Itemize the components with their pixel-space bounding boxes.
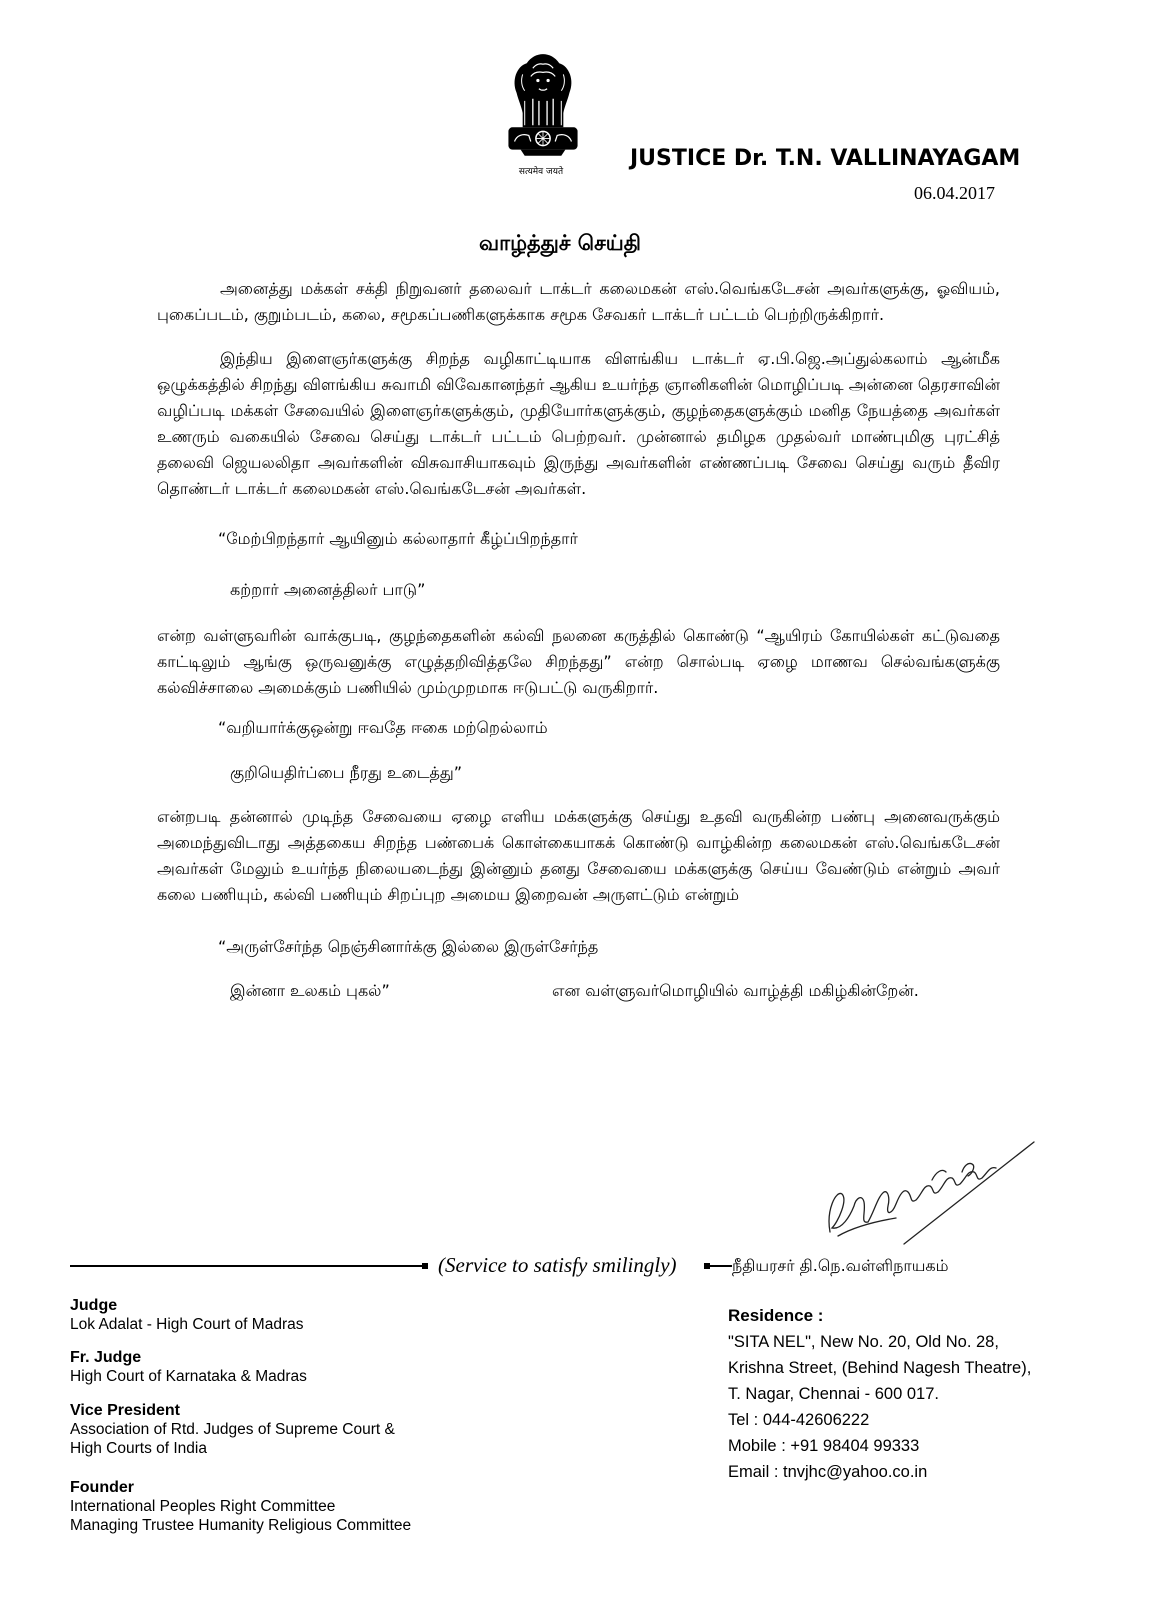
position-detail: High Court of Karnataka & Madras xyxy=(70,1368,307,1385)
position-detail: International Peoples Right Committee xyxy=(70,1498,336,1515)
position-judge xyxy=(70,1296,303,1334)
email: Email : tnvjhc@yahoo.co.in xyxy=(728,1463,928,1481)
emblem-motto: सत्यमेव जयते xyxy=(518,167,564,177)
position-title: Fr. Judge xyxy=(70,1349,142,1366)
address-line: Krishna Street, (Behind Nagesh Theatre), xyxy=(728,1359,1032,1377)
message-heading: வாழ்த்துச் செய்தி xyxy=(479,231,641,255)
letterhead-name: JUSTICE Dr. T.N. VALLINAYAGAM xyxy=(630,146,1021,171)
position-vice-president xyxy=(70,1401,395,1458)
position-detail: Managing Trustee Humanity Religious Committee xyxy=(70,1517,412,1534)
quote-2-line-1: “வறியார்க்குஒன்று ஈவதே ஈகை மற்றெல்லாம் xyxy=(218,718,548,737)
quote-1-line-2: கற்றார் அனைத்திலர் பாடு” xyxy=(230,580,426,599)
position-detail: Lok Adalat - High Court of Madras xyxy=(70,1316,304,1333)
address-line: "SITA NEL", New No. 20, Old No. 28, xyxy=(728,1333,999,1351)
telephone: Tel : 044-42606222 xyxy=(728,1411,870,1429)
position-title: Founder xyxy=(70,1479,134,1496)
closing-line: என வள்ளுவர்மொழியில் வாழ்த்தி மகிழ்கின்றேன். xyxy=(552,981,919,1000)
position-detail: High Courts of India xyxy=(70,1440,207,1457)
residence-block xyxy=(728,1303,1031,1485)
letter-date: 06.04.2017 xyxy=(914,183,995,203)
residence-label: Residence : xyxy=(728,1306,824,1325)
position-detail: Association of Rtd. Judges of Supreme Court & xyxy=(70,1421,395,1438)
tagline: (Service to satisfy smilingly) xyxy=(438,1253,677,1277)
handwritten-signature xyxy=(812,1132,1040,1250)
tagline-rule-left xyxy=(70,1265,425,1267)
quote-3-closing-row xyxy=(157,978,1000,1004)
letter-body xyxy=(157,228,1000,1004)
position-title: Vice President xyxy=(70,1402,180,1419)
position-founder xyxy=(70,1478,411,1535)
signatory-name: நீதியரசர் தி.நெ.வள்ளிநாயகம் xyxy=(732,1256,949,1275)
tagline-rule-right xyxy=(706,1265,732,1267)
position-former-judge xyxy=(70,1348,307,1386)
paragraph-4: என்றபடி தன்னால் முடிந்த சேவையை ஏழை எளிய மக்களுக்கு செய்து உதவி வருகின்ற பண்பு அனைவருக்கும் அமைந்துவிடாது அத்தகைய சிறந்த பண்பைக் கொள்கையாகக் கொண்டு வாழ்கின்ற கலைமகன் எஸ்.வெங்கடேசன் அவர்கள் மேலும் உயர்ந்த நிலையடைந்து இன்னும் தனது சேவையை மக்களுக்கு செய்ய வேண்டும் என்றும் அவர் கலை பணியும், கல்வி பணியும் சிறப்புற அமைய இறைவன் அருளட்டும் என்றும் xyxy=(157,807,1000,904)
quote-3-line-1: “அருள்சேர்ந்த நெஞ்சினார்க்கு இல்லை இருள்சேர்ந்த xyxy=(218,937,599,956)
quote-1-line-1: “மேற்பிறந்தார் ஆயினும் கல்லாதார் கீழ்ப்பிறந்தார் xyxy=(218,529,578,548)
paragraph-2: இந்திய இளைஞர்களுக்கு சிறந்த வழிகாட்டியாக விளங்கிய டாக்டர் ஏ.பி.ஜெ.அப்துல்கலாம் ஆன்மீக ஒழுக்கத்தில் சிறந்து விளங்கிய சுவாமி விவேகானந்தர் ஆகிய உயர்ந்த ஞானிகளின் மொழிப்படி அன்னை தெரசாவின் வழிப்படி மக்கள் சேவையில் இளைஞர்களுக்கும், முதியோர்களுக்கும், குழந்தைகளுக்கும் மனித நேயத்தை அவர்கள் உணரும் வகையில் சேவை செய்து டாக்டர் பட்டம் பெற்றவர். முன்னால் தமிழக முதல்வர் மாண்புமிகு புரட்சித் தலைவி ஜெயலலிதா அவர்களின் விசுவாசியாகவும் இருந்து அவர்களின் எண்ணப்படி சேவை செய்து வரும் தீவிர தொண்டர் டாக்டர் கலைமகன் எஸ்.வெங்கடேசன் அவர்கள். xyxy=(157,349,1001,498)
quote-2-line-2: குறியெதிர்ப்பை நீரது உடைத்து” xyxy=(230,763,463,782)
state-emblem xyxy=(500,50,586,172)
address-line: T. Nagar, Chennai - 600 017. xyxy=(728,1385,939,1403)
mobile: Mobile : +91 98404 99333 xyxy=(728,1437,920,1455)
paragraph-3: என்ற வள்ளுவரின் வாக்குபடி, குழந்தைகளின் கல்வி நலனை கருத்தில் கொண்டு “ஆயிரம் கோயில்கள் கட்டுவதை காட்டிலும் ஆங்கு ஒருவனுக்கு எழுத்தறிவித்தலே சிறந்தது” என்ற சொல்படி ஏழை மாணவ செல்வங்களுக்கு கல்விச்சாலை அமைக்கும் பணியில் மும்முறமாக ஈடுபட்டு வருகிறார். xyxy=(157,626,1000,697)
quote-3-line-2: இன்னா உலகம் புகல்” xyxy=(230,981,390,1000)
lion-capital-icon xyxy=(500,50,586,172)
rule-end-marker xyxy=(422,1263,428,1269)
position-title: Judge xyxy=(70,1297,118,1314)
paragraph-1: அனைத்து மக்கள் சக்தி நிறுவனர் தலைவர் டாக்டர் கலைமகன் எஸ்.வெங்கடேசன் அவர்களுக்கு, ஓவியம், புகைப்படம், குறும்படம், கலை, சமூகப்பணிகளுக்காக சமூக சேவகர் டாக்டர் பட்டம் பெற்றிருக்கிறார். xyxy=(157,279,1000,324)
